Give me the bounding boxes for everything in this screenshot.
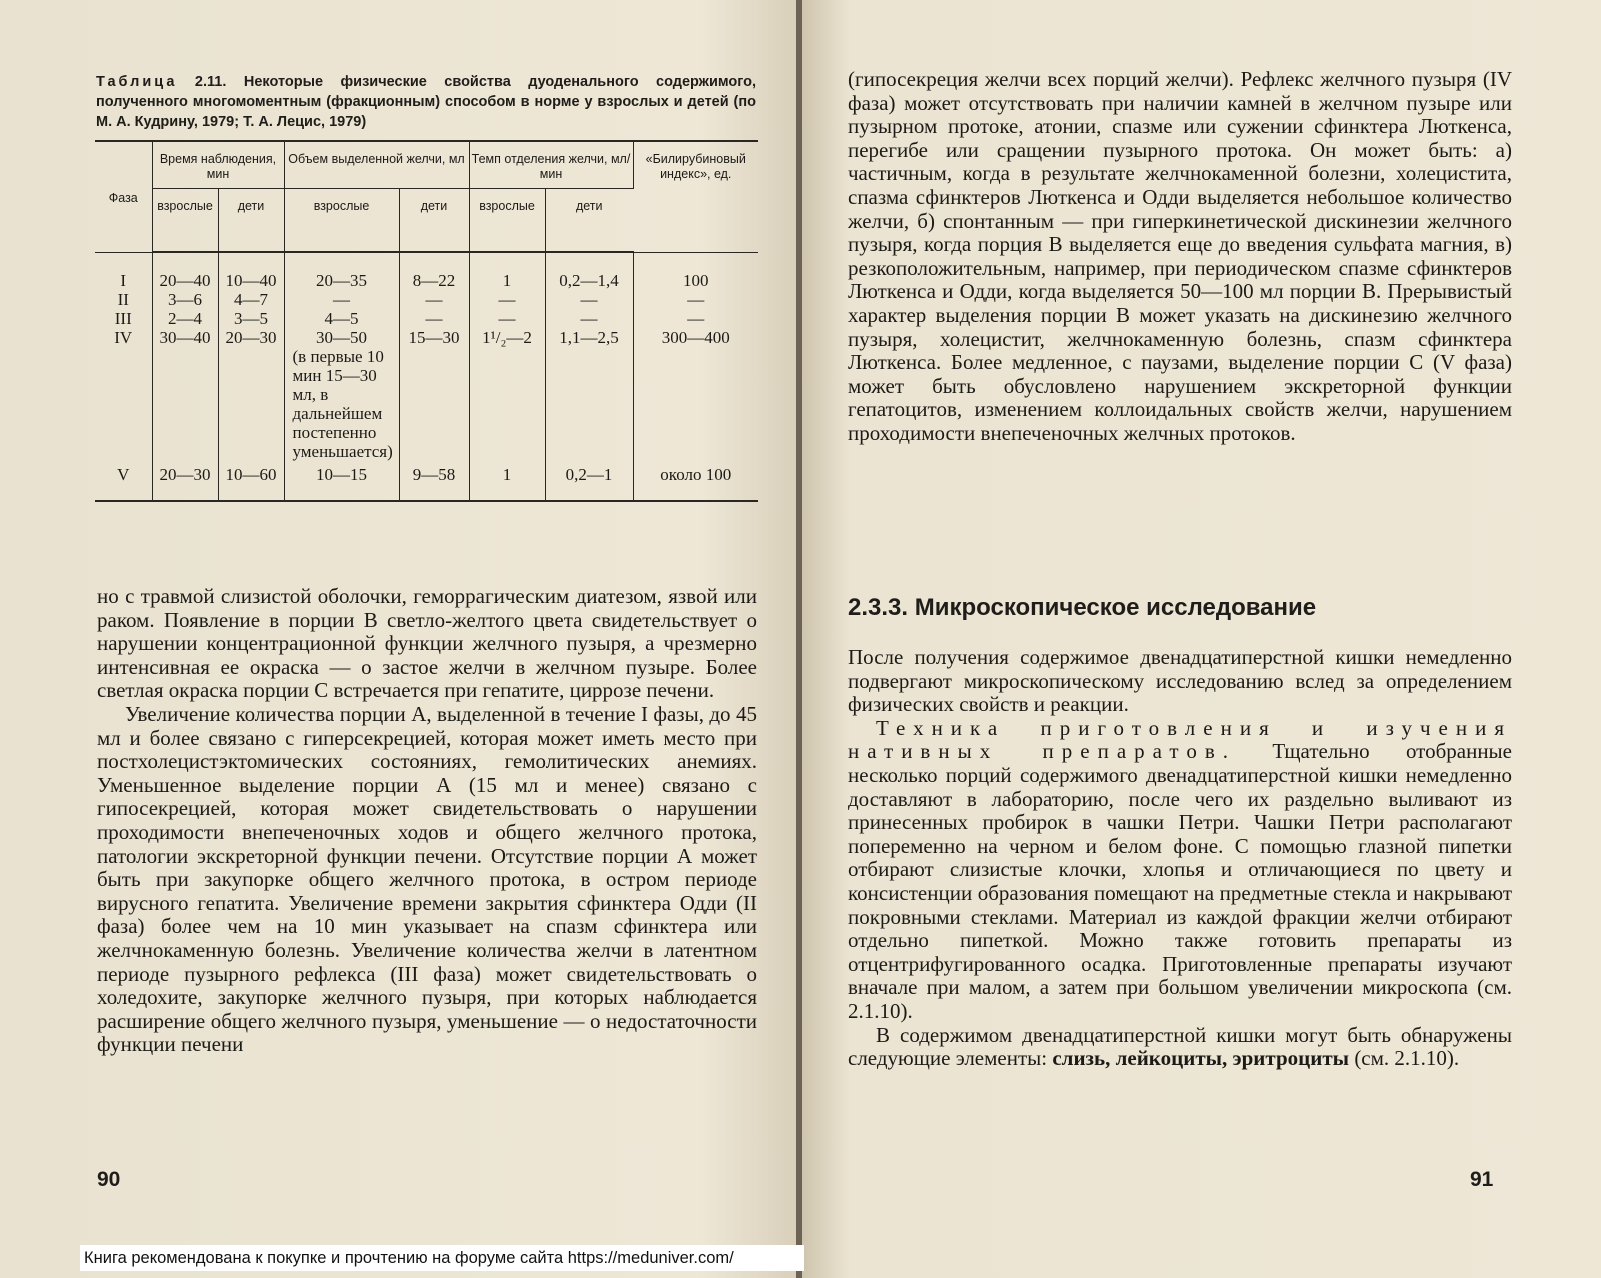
table-row [95, 290, 758, 309]
cell-rate-children: — [545, 309, 633, 328]
cell-volume-adults: 10—15 [284, 461, 399, 501]
table-row [95, 252, 758, 290]
cell-bilirubin: 300—400 [661, 328, 730, 347]
cell-volume-adults: 20—35 [284, 252, 399, 290]
cell-bilirubin: — [687, 290, 705, 309]
paragraph [848, 717, 1512, 1024]
section-heading: 2.3.3. Микроскопическое исследование [848, 594, 1317, 621]
cell-volume-children: — [399, 309, 469, 328]
footer-banner: Книга рекомендована к покупке и прочтению на форуме сайта https://meduniver.com/ [80, 1245, 804, 1271]
left-body-text [97, 585, 757, 1057]
header-volume: Объем выделенной желчи, мл [284, 141, 469, 189]
paragraph: но с травмой слизистой оболочки, геморрагическим диатезом, язвой или раком. Появление в порции В светло-желтого цвета свидетельствует о нарушении концентрационной функции желчного пузыря, а чрезмерно интенсивная ее окраска — о застое желчи в желчном пузыре. Более светлая окраска порции С встречается при гепатите, циррозе печени. [97, 584, 757, 703]
cell-time-adults: 2—4 [152, 309, 218, 328]
cell-volume-note: (в первые 10 мин 15—30 мл, в дальнейшем постепенно уменьшается) [292, 347, 393, 461]
cell-rate-children: 1,1—2,5 [545, 328, 633, 461]
cell-rate-adults: — [469, 290, 545, 309]
left-page [0, 0, 796, 1278]
bold-terms: слизь, лейкоциты, эритроциты [1052, 1046, 1350, 1071]
table-caption [96, 72, 756, 132]
subheader-rate-children: дети [545, 189, 633, 253]
table-caption-prefix: Таблица [96, 74, 178, 90]
cell-volume-children: 9—58 [399, 461, 469, 501]
page-number: 91 [1470, 1168, 1494, 1191]
cell-phase: II [95, 290, 152, 309]
cell-rate-children: — [545, 290, 633, 309]
section-body-text [848, 646, 1512, 1071]
cell-time-adults: 20—30 [152, 461, 218, 501]
paragraph-text: В содержимом двенадцатиперстной кишки могут быть обнаружены следующие элементы: [848, 1022, 1512, 1071]
page-number: 90 [97, 1168, 121, 1191]
subheader-rate-adults: взрослые [469, 189, 545, 253]
cell-bilirubin: около 100 [633, 461, 758, 501]
cell-rate-adults: — [469, 309, 545, 328]
header-phase: Фаза [95, 141, 152, 252]
paragraph [848, 1024, 1512, 1071]
cell-phase: IV [95, 328, 152, 461]
cell-volume-children: 8—22 [399, 252, 469, 290]
cell-volume-adults: 4—5 [284, 309, 399, 328]
cell-rate-children: 0,2—1,4 [545, 252, 633, 290]
table-caption-text: 2.11. Некоторые физические свойства дуоденального содержимого, полученного многомоментным (фракционным) способом в норме у взрослых и детей (по М. А. Кудрину, 1979; Т. А. Лецис, 1979) [96, 74, 757, 130]
bile-properties-table [95, 140, 758, 502]
paragraph: (гипосекреция желчи всех порций желчи). Рефлекс желчного пузыря (IV фаза) может отсутствовать при наличии камней в желчном пузыре или пузырном протоке, атонии, спазме или сужении сфинктера Люткенса, перегибе или сращении пузырного протока. Он может быть: а) частичным, когда в результате желчнокаменной болезни, холецистита, спазма сфинктеров Люткенса и Одди выделяется небольшое количество желчи, б) спонтанным — при гиперкинетической дискинезии желчного пузыря, когда порция В выделяется еще до введения сульфата магния, в) резкоположительным, например, при периодическом спазме сфинктеров Люткенса и Одди, когда выделяется 50—100 мл порции В. Прерывистый характер выделения порции В может указать на дискинезию желчного пузыря, холецистит, желчнокаменную болезнь, спазм сфинктера Люткенса. Более медленное, с паузами, выделение порции С (V фаза) может быть обусловлено нарушением экскреторной функции гепатоцитов, изменением коллоидальных свойств желчи, нарушением проходимости внепеченочных желчных протоков. [848, 67, 1512, 445]
cell-time-children: 4—7 [218, 290, 284, 309]
cell-volume-children: — [399, 290, 469, 309]
cell-bilirubin: 100 [683, 270, 709, 290]
paragraph-text: Тщательно отобранные несколько порций содержимого двенадцатиперстной кишки немедленно доставляют в лабораторию, после чего их раздельно выливают из принесенных пробирок в чашки Петри. Чашки Петри располагают попеременно на черном и белом фоне. С помощью глазной пипетки отбирают слизистые клочки, хлопья и отличающиеся по цвету и консистенции образования помещают на предметные стекла и накрывают покровными стеклами. Материал из каждой фракции желчи отбирают отдельно пипеткой. Можно также готовить препараты из отцентрифугированного осадка. Приготовленные препараты изучают вначале при малом, а затем при большом увеличении микроскопа (см. 2.1.10). [848, 739, 1512, 1023]
cell-time-children: 10—60 [218, 461, 284, 501]
cell-time-children: 10—40 [218, 252, 284, 290]
table-row [95, 309, 758, 328]
cell-time-children: 20—30 [218, 328, 284, 461]
paragraph: Увеличение количества порции А, выделенной в течение I фазы, до 45 мл и более связано с гиперсекрецией, которая может иметь место при постхолецистэктомических состояниях, гемолитических анемиях. Уменьшенное выделение порции А (15 мл и менее) связано с гипосекрецией, которая может свидетельствовать о нарушении проходимости внепеченочных ходов и общего желчного протока, патологии экскреторной функции печени. Отсутствие порции А может быть при закупорке общего желчного протока, в остром периоде вирусного гепатита. Увеличение времени закрытия сфинктера Одди (II фаза) более чем на 10 мин указывает на спазм сфинктера или желчнокаменную болезнь. Увеличение количества желчи в латентном периоде пузырного рефлекса (III фаза) может свидетельствовать о холедохите, закупорке желчного пузыря, при которых наблюдается расширение общего желчного пузыря, уменьшение — о недостаточности функции печени [97, 701, 757, 1057]
cell-volume-adults: — [284, 290, 399, 309]
cell-phase: I [95, 252, 152, 290]
right-body-text [848, 68, 1512, 446]
cell-rate-adults: 1¹/₂—2 [469, 328, 545, 461]
subheader-volume-children: дети [399, 189, 469, 253]
spaced-term: Техника приготовления и изучения нативных препаратов. [848, 715, 1512, 764]
cell-time-adults: 3—6 [152, 290, 218, 309]
cell-volume-adults [284, 328, 399, 461]
subheader-volume-adults: взрослые [284, 189, 399, 253]
cell-rate-adults: 1 [469, 461, 545, 501]
cell-rate-children: 0,2—1 [545, 461, 633, 501]
cell-phase: V [95, 461, 152, 501]
paragraph-end: (см. 2.1.10). [1354, 1046, 1460, 1071]
cell-bilirubin: — [687, 309, 705, 328]
cell-phase: III [95, 309, 152, 328]
subheader-time-children: дети [218, 189, 284, 253]
header-rate: Темп отделения желчи, мл/мин [469, 141, 633, 189]
cell-volume-adults-value: 30—50 [316, 328, 367, 347]
table-row [95, 328, 758, 461]
paragraph: После получения содержимое двенадцатиперстной кишки немедленно подвергают микроскопическому исследованию вслед за определением физических свойств и реакции. [848, 645, 1512, 717]
cell-time-adults: 20—40 [152, 252, 218, 290]
cell-time-adults: 30—40 [152, 328, 218, 461]
table-row [95, 461, 758, 501]
header-time: Время наблюдения, мин [152, 141, 284, 189]
cell-time-children: 3—5 [218, 309, 284, 328]
subheader-time-adults: взрослые [152, 189, 218, 253]
header-bilirubin: «Билирубиновый индекс», ед. [633, 141, 758, 252]
cell-rate-adults: 1 [469, 252, 545, 290]
cell-volume-children: 15—30 [399, 328, 469, 461]
